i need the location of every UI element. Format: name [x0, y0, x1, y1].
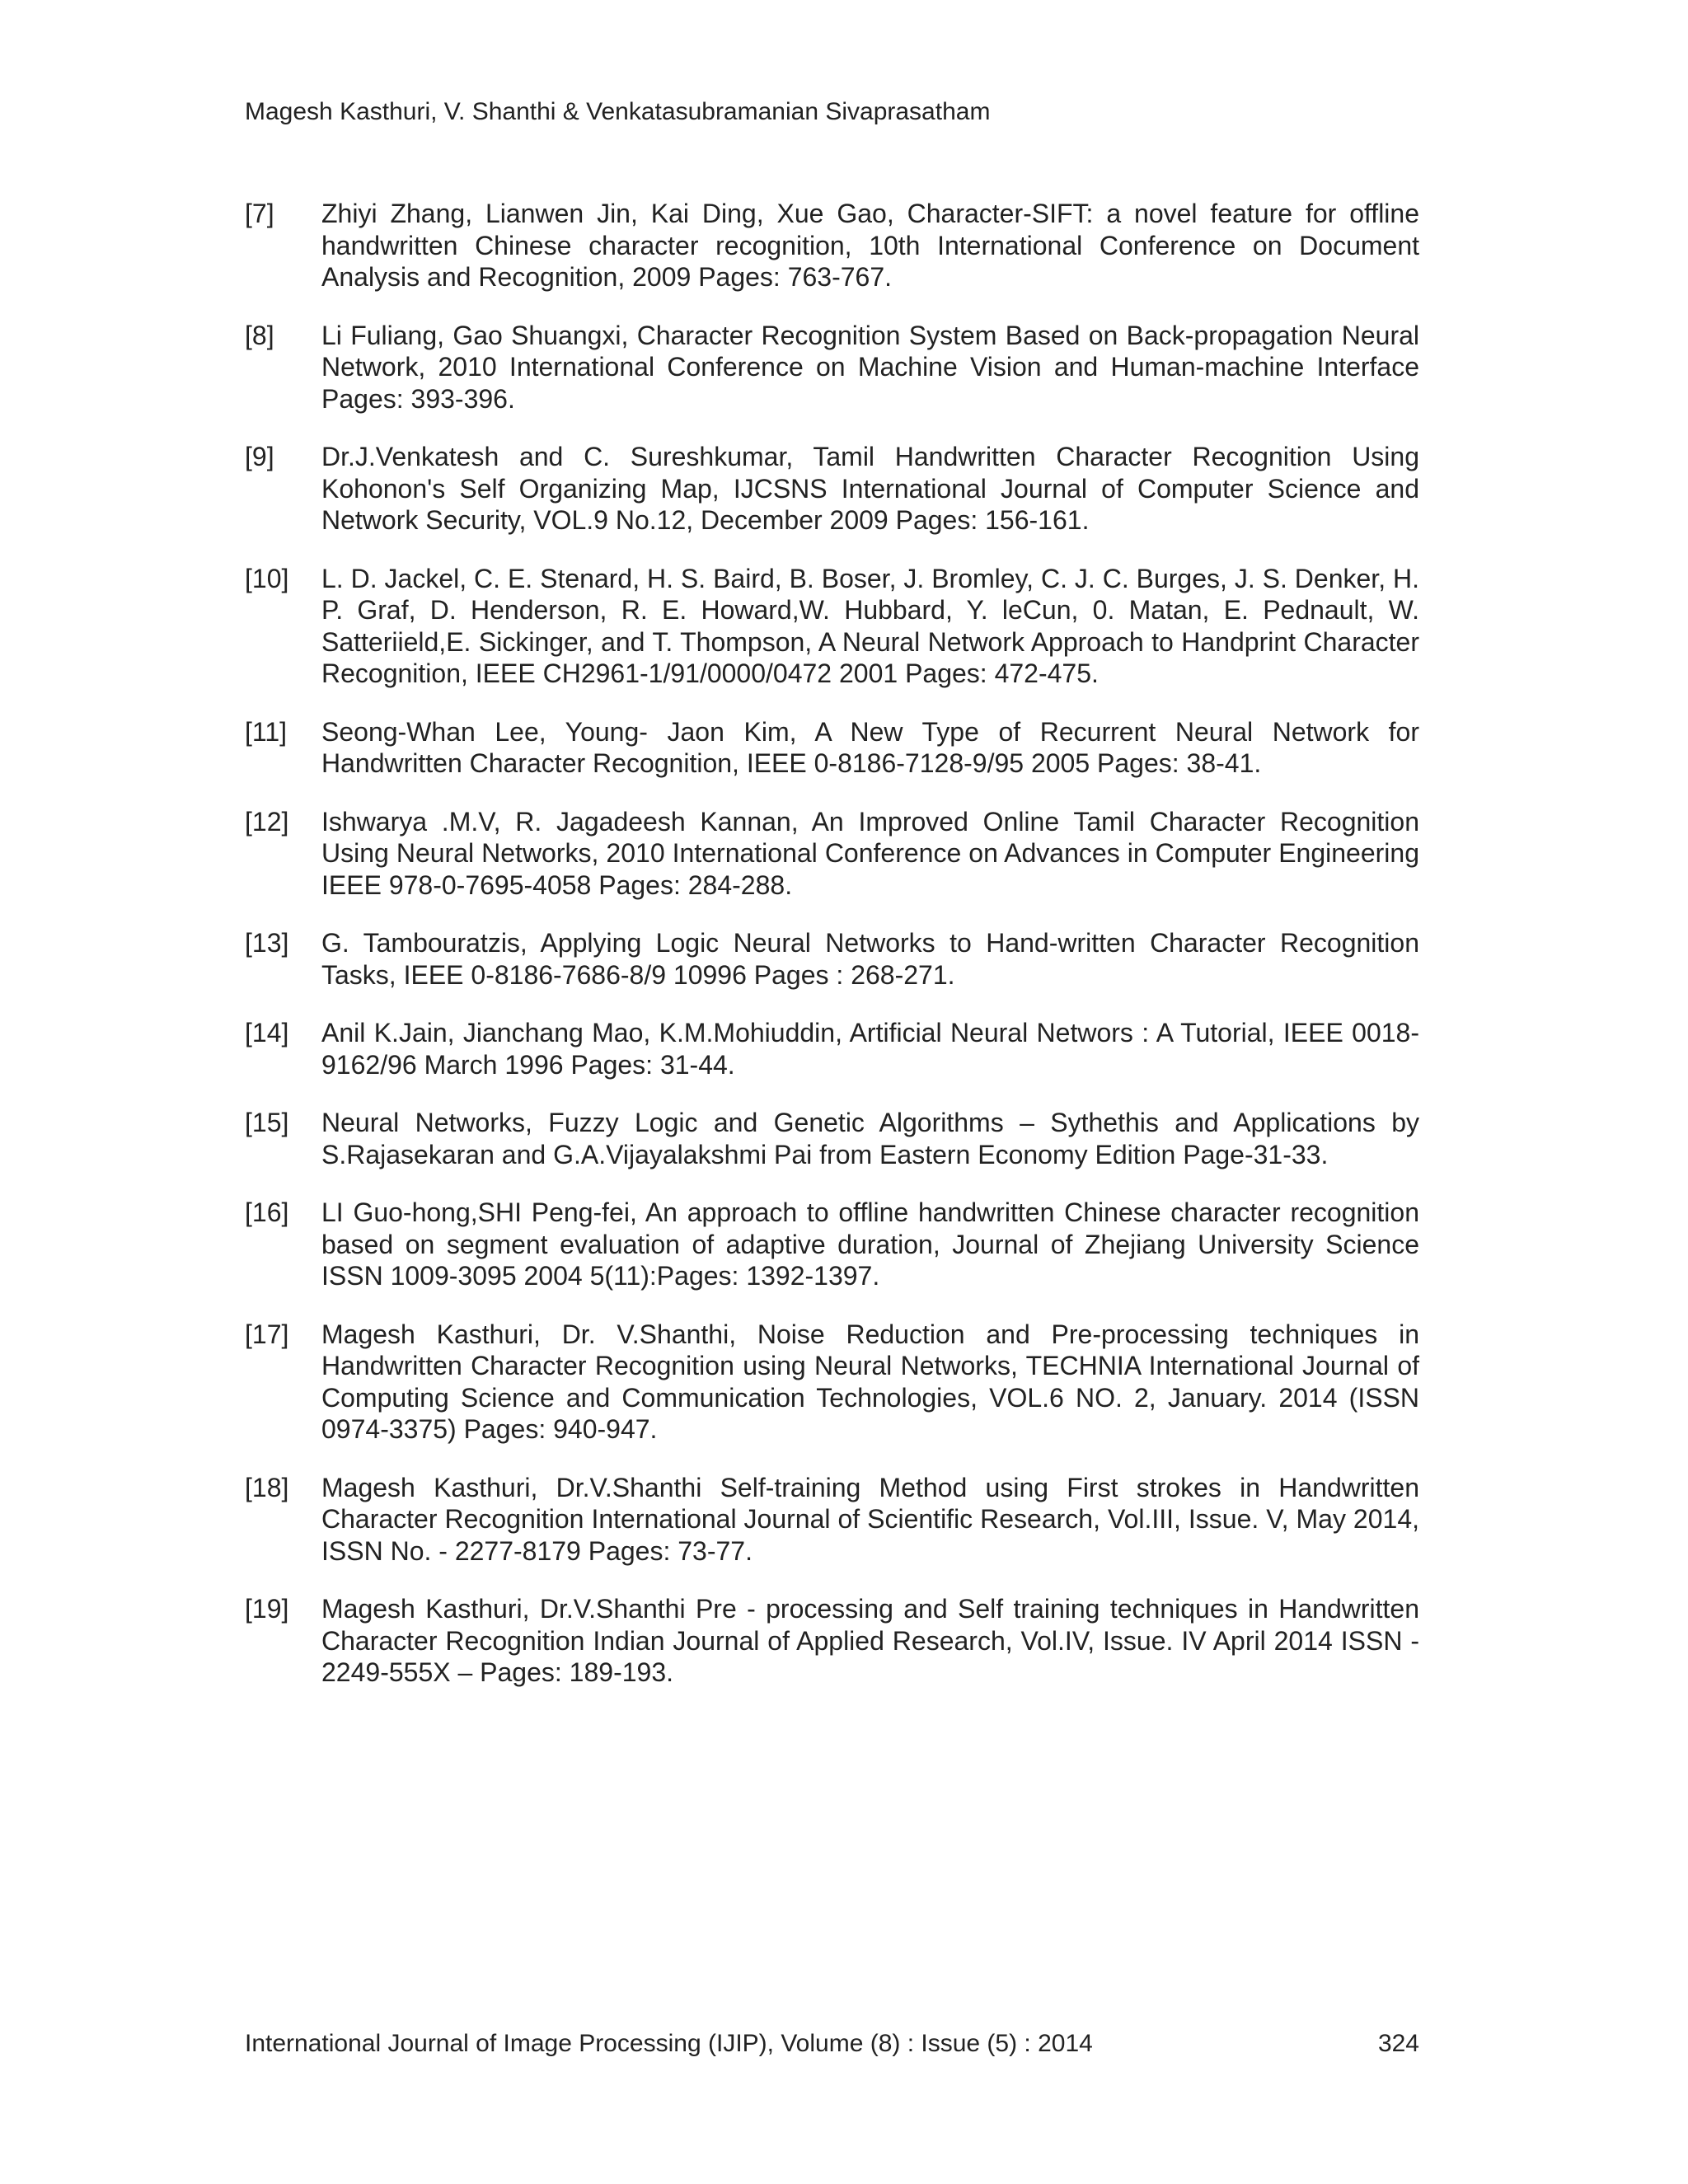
- reference-item: [245, 1017, 1419, 1080]
- reference-list: [245, 198, 1419, 1715]
- reference-number: [17]: [245, 1319, 289, 1349]
- reference-number: [16]: [245, 1197, 289, 1227]
- reference-item: [245, 806, 1419, 902]
- reference-number: [18]: [245, 1472, 289, 1502]
- reference-text: Magesh Kasthuri, Dr. V.Shanthi, Noise Reduction and Pre-processing techniques in Handwritten Character Recognition using Neural Networks, TECHNIA International Journal of Computing Science and Communication Technologies, VOL.6 NO. 2, January. 2014 (ISSN 0974-3375) Pages: 940-947.: [321, 1319, 1419, 1444]
- reference-number: [10]: [245, 563, 289, 593]
- reference-text: Seong-Whan Lee, Young- Jaon Kim, A New Type of Recurrent Neural Network for Handwritten Character Recognition, IEEE 0-8186-7128-9/95 2005 Pages: 38-41.: [321, 716, 1419, 778]
- footer-journal-citation: International Journal of Image Processing (IJIP), Volume (8) : Issue (5) : 2014: [245, 2030, 1093, 2057]
- reference-text: Magesh Kasthuri, Dr.V.Shanthi Self-training Method using First strokes in Handwritten Character Recognition International Journal of Scientific Research, Vol.III, Issue. V, May 2014, ISSN No. - 2277-8179 Pages: 73-77.: [321, 1472, 1419, 1566]
- reference-text: Magesh Kasthuri, Dr.V.Shanthi Pre - processing and Self training techniques in Handwritten Character Recognition Indian Journal of Applied Research, Vol.IV, Issue. IV April 2014 ISSN - 2249-555X – Pages: 189-193.: [321, 1594, 1419, 1687]
- reference-number: [14]: [245, 1018, 289, 1047]
- reference-item: [245, 198, 1419, 293]
- reference-text: Ishwarya .M.V, R. Jagadeesh Kannan, An Improved Online Tamil Character Recognition Using Neural Networks, 2010 International Conference on Advances in Computer Engineering IEEE 978-0-7695-4058 Pages: 284-288.: [321, 806, 1419, 900]
- reference-item: [245, 1593, 1419, 1689]
- reference-number: [11]: [245, 716, 287, 747]
- reference-number: [19]: [245, 1594, 289, 1624]
- reference-text: L. D. Jackel, C. E. Stenard, H. S. Baird, B. Boser, J. Bromley, C. J. C. Burges, J. S. Denker, H. P. Graf, D. Henderson, R. E. Howard,W. Hubbard, Y. leCun, 0. Matan, E. Pednault, W. Satteriield,E. Sickinger, and T. Thompson, A Neural Network Approach to Handprint Character Recognition, IEEE CH2961-1/91/0000/0472 2001 Pages: 472-475.: [321, 563, 1419, 688]
- reference-text: G. Tambouratzis, Applying Logic Neural Networks to Hand-written Character Recognition Tasks, IEEE 0-8186-7686-8/9 10996 Pages : 268-271.: [321, 928, 1419, 990]
- reference-text: Anil K.Jain, Jianchang Mao, K.M.Mohiuddin, Artificial Neural Networs : A Tutorial, IEEE 0018-9162/96 March 1996 Pages: 31-44.: [321, 1018, 1419, 1080]
- reference-text: Zhiyi Zhang, Lianwen Jin, Kai Ding, Xue Gao, Character-SIFT: a novel feature for offline handwritten Chinese character recognition, 10th International Conference on Document Analysis and Recognition, 2009 Pages: 763-767.: [321, 199, 1419, 292]
- reference-item: [245, 320, 1419, 415]
- reference-number: [12]: [245, 806, 289, 837]
- reference-number: [9]: [245, 442, 274, 471]
- reference-text: Li Fuliang, Gao Shuangxi, Character Recognition System Based on Back-propagation Neural Network, 2010 International Conference on Machine Vision and Human-machine Interface Pages: 393-396.: [321, 320, 1419, 414]
- reference-item: [245, 1472, 1419, 1568]
- reference-item: [245, 1107, 1419, 1170]
- reference-item: [245, 716, 1419, 780]
- reference-number: [7]: [245, 199, 274, 228]
- reference-item: [245, 563, 1419, 690]
- reference-item: [245, 441, 1419, 537]
- reference-item: [245, 1319, 1419, 1446]
- reference-item: [245, 927, 1419, 991]
- page-number: 324: [1377, 2030, 1419, 2057]
- reference-item: [245, 1197, 1419, 1292]
- reference-text: Neural Networks, Fuzzy Logic and Genetic Algorithms – Sythethis and Applications by S.Rajasekaran and G.A.Vijayalakshmi Pai from Eastern Economy Edition Page-31-33.: [321, 1108, 1419, 1169]
- running-header: Magesh Kasthuri, V. Shanthi & Venkatasubramanian Sivaprasatham: [245, 98, 991, 125]
- reference-text: LI Guo-hong,SHI Peng-fei, An approach to offline handwritten Chinese character recognition based on segment evaluation of adaptive duration, Journal of Zhejiang University Science ISSN 1009-3095 2004 5(11):Pages: 1392-1397.: [321, 1197, 1419, 1291]
- page-footer: [245, 2027, 1419, 2060]
- reference-number: [13]: [245, 928, 289, 958]
- reference-number: [15]: [245, 1108, 289, 1137]
- reference-text: Dr.J.Venkatesh and C. Sureshkumar, Tamil Handwritten Character Recognition Using Kohonon's Self Organizing Map, IJCSNS International Journal of Computer Science and Network Security, VOL.9 No.12, December 2009 Pages: 156-161.: [321, 442, 1419, 535]
- reference-number: [8]: [245, 320, 274, 350]
